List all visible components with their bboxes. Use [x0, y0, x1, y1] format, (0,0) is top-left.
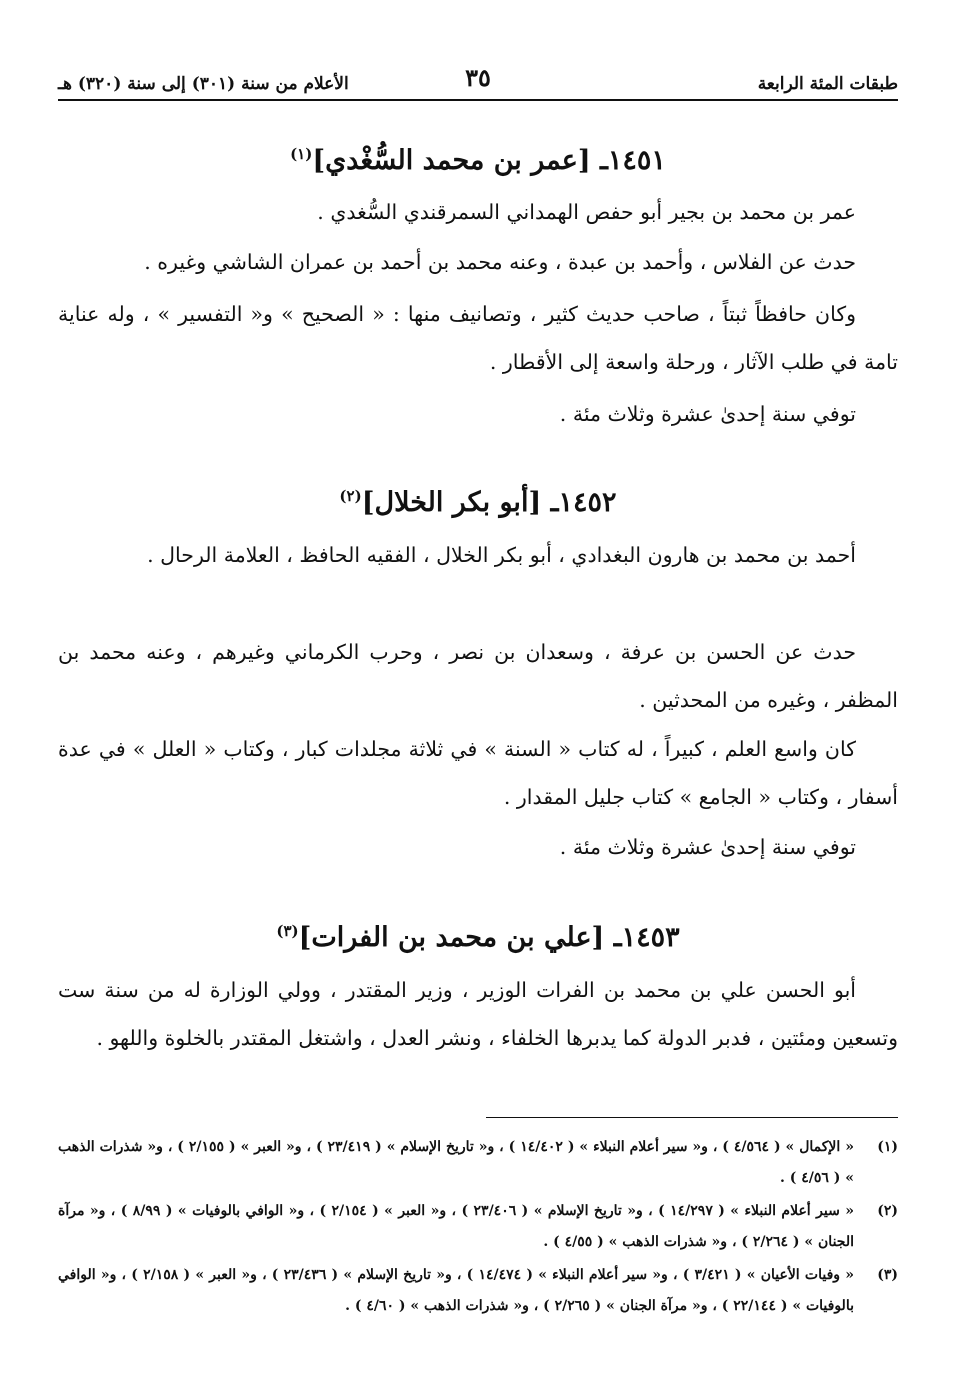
entry-1451-paragraph: حدث عن الفلاس ، وأحمد بن عبدة ، وعنه محمد بن أحمد بن عمران الشاشي وغيره .: [144, 250, 856, 274]
book-title: طبقات المئة الرابعة: [757, 74, 898, 94]
footnote-text: « الإكمال » ( ٤/٥٦٤ ) ، و« سير أعلام النبلاء » ( ١٤/٤٠٢ ) ، و« تاريخ الإسلام » ( ٢٣/٤١٩ ) ، و« العبر » ( ٢/١٥٥ ) ، و« شذرات الذهب » ( ٤/٥٦ ) .: [58, 1139, 854, 1186]
entry-1451-paragraph: توفي سنة إحدىٰ عشرة وثلاث مئة .: [559, 402, 856, 426]
entry-1451-paragraph: وكان حافظاً ثبتاً ، صاحب حديث كثير ، وتصانيف منها : « الصحيح » و« التفسير » ، وله عناية تامة في طلب الآثار ، ورحلة واسعة إلى الأقطار .: [58, 302, 898, 374]
entry-1451-paragraph: عمر بن محمد بن بجير أبو حفص الهمداني السمرقندي السُّغدي .: [317, 200, 856, 224]
entry-1452-paragraph: كان واسع العلم ، كبيراً ، له كتاب « السنة » في ثلاثة مجلدات كبار ، وكتاب « العلل » في عدة أسفار ، وكتاب « الجامع » كتاب جليل المقدار .: [58, 737, 898, 809]
footnote: [58, 1196, 898, 1258]
entry-title-1452: [58, 478, 898, 521]
entry-title-text: ١٤٥١ـ [عمر بن محمد السُّغْدي]: [312, 145, 666, 176]
footnote: [58, 1260, 898, 1322]
footnote-number: (٣): [877, 1267, 898, 1283]
footnote-text: « وفيات الأعيان » ( ٣/٤٢١ ) ، و« سير أعلام النبلاء » ( ١٤/٤٧٤ ) ، و« تاريخ الإسلام » ( ٢٣/٤٣٦ ) ، و« العبر » ( ٢/١٥٨ ) ، و« الوافي بالوفيات » ( ٢٢/١٤٤ ) ، و« مرآة الجنان » ( ٢/٢٦٥ ) ، و« شذرات الذهب » ( ٤/٦٠ ) .: [58, 1267, 854, 1314]
footnote-ref: (١): [290, 145, 313, 163]
footnote-text: « سير أعلام النبلاء » ( ١٤/٢٩٧ ) ، و« تاريخ الإسلام » ( ٢٣/٤٠٦ ) ، و« العبر » ( ٢/١٥٤ ) ، و« الوافي بالوفيات » ( ٨/٩٩ ) ، و« مرآة الجنان » ( ٢/٢٦٤ ) ، و« شذرات الذهب » ( ٤/٥٥ ) .: [58, 1203, 854, 1250]
entry-title-text: ١٤٥٢ـ [أبو بكر الخلال]: [361, 487, 617, 518]
page-number: ٣٥: [465, 63, 491, 92]
running-header: [58, 58, 898, 94]
footnote-number: (٢): [877, 1203, 898, 1219]
entry-title-1451: [58, 136, 898, 179]
entry-1452-paragraph: حدث عن الحسن بن عرفة ، وسعدان بن نصر ، وحرب الكرماني وغيرهم ، وعنه محمد بن المظفر ، وغيره من المحدثين .: [58, 640, 898, 712]
header-rule: [58, 99, 898, 101]
entry-1452-paragraph: أحمد بن محمد بن هارون البغدادي ، أبو بكر الخلال ، الفقيه الحافظ ، العلامة الرحال .: [147, 543, 856, 567]
entry-title-text: ١٤٥٣ـ [علي بن محمد بن الفرات]: [298, 922, 680, 953]
footnote-ref: (٢): [339, 487, 362, 505]
footnote-ref: (٣): [276, 922, 299, 940]
entry-1452-paragraph: توفي سنة إحدىٰ عشرة وثلاث مئة .: [559, 835, 856, 859]
footnote-rule: [486, 1117, 898, 1118]
section-title: الأعلام من سنة (٣٠١) إلى سنة (٣٢٠) هـ: [58, 74, 349, 94]
footnote: [58, 1132, 898, 1194]
entry-1453-paragraph: أبو الحسن علي بن محمد بن الفرات الوزير ، وزير المقتدر ، وولي الوزارة له من سنة ست وتسعين ومئتين ، فدبر الدولة كما يدبرها الخلفاء ، ونشر العدل ، واشتغل المقتدر بالخلوة واللهو .: [58, 978, 898, 1050]
entry-title-1453: [58, 913, 898, 956]
footnote-number: (١): [877, 1139, 898, 1155]
